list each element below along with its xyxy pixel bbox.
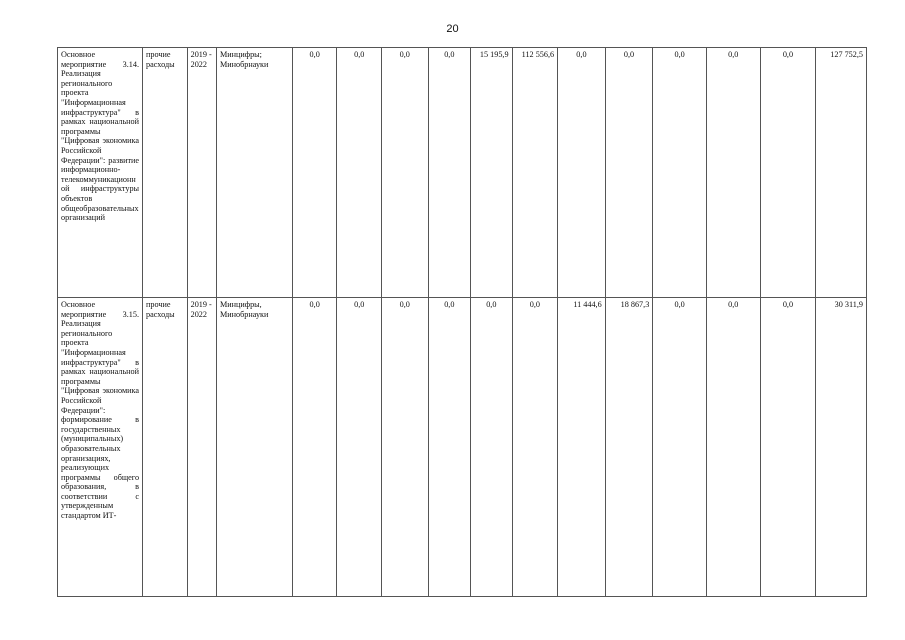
budget-table xyxy=(57,47,867,597)
period: 2019 - 2022 xyxy=(187,48,216,298)
value-cell: 0,0 xyxy=(760,298,816,597)
value-cell: 0,0 xyxy=(760,48,816,298)
period: 2019 - 2022 xyxy=(187,298,216,597)
measure-name: Основное мероприятие 3.14. Реализация регионального проекта "Информационная инфраструктура" в рамках национальной программы "Цифровая экономика Российской Федерации": развитие информационно-телекоммуникационной инфраструктуры объектов общеобразовательных организаций xyxy=(58,48,143,298)
value-cell: 18 867,3 xyxy=(605,298,653,597)
value-cell: 0,0 xyxy=(558,48,606,298)
value-cell: 0,0 xyxy=(653,48,707,298)
value-cell: 0,0 xyxy=(605,48,653,298)
value-cell: 0,0 xyxy=(381,298,428,597)
value-cell: 0,0 xyxy=(428,298,471,597)
value-cell: 0,0 xyxy=(292,48,337,298)
table-row xyxy=(58,48,867,298)
value-cell: 0,0 xyxy=(706,48,760,298)
value-cell: 0,0 xyxy=(337,298,382,597)
value-cell: 0,0 xyxy=(706,298,760,597)
table-row xyxy=(58,298,867,597)
value-cell: 0,0 xyxy=(512,298,558,597)
executors: Минцифры; Минобрнауки xyxy=(216,48,292,298)
value-cell: 0,0 xyxy=(292,298,337,597)
value-cell: 0,0 xyxy=(337,48,382,298)
value-cell: 15 195,9 xyxy=(471,48,513,298)
expense-type: прочие расходы xyxy=(143,48,188,298)
value-cell: 0,0 xyxy=(653,298,707,597)
value-cell: 11 444,6 xyxy=(558,298,606,597)
expense-type: прочие расходы xyxy=(143,298,188,597)
value-cell: 0,0 xyxy=(428,48,471,298)
total-cell: 30 311,9 xyxy=(816,298,867,597)
total-cell: 127 752,5 xyxy=(816,48,867,298)
measure-name: Основное мероприятие 3.15. Реализация регионального проекта "Информационная инфраструктура" в рамках национальной программы "Цифровая экономика Российской Федерации": формирование в государственных (муниципальных) образовательных организациях, реализующих программы общего образования, в соответствии с утвержденным стандартом ИТ- xyxy=(58,298,143,597)
executors: Минцифры, Минобрнауки xyxy=(216,298,292,597)
page-number: 20 xyxy=(446,23,459,35)
value-cell: 0,0 xyxy=(381,48,428,298)
value-cell: 0,0 xyxy=(471,298,513,597)
value-cell: 112 556,6 xyxy=(512,48,558,298)
